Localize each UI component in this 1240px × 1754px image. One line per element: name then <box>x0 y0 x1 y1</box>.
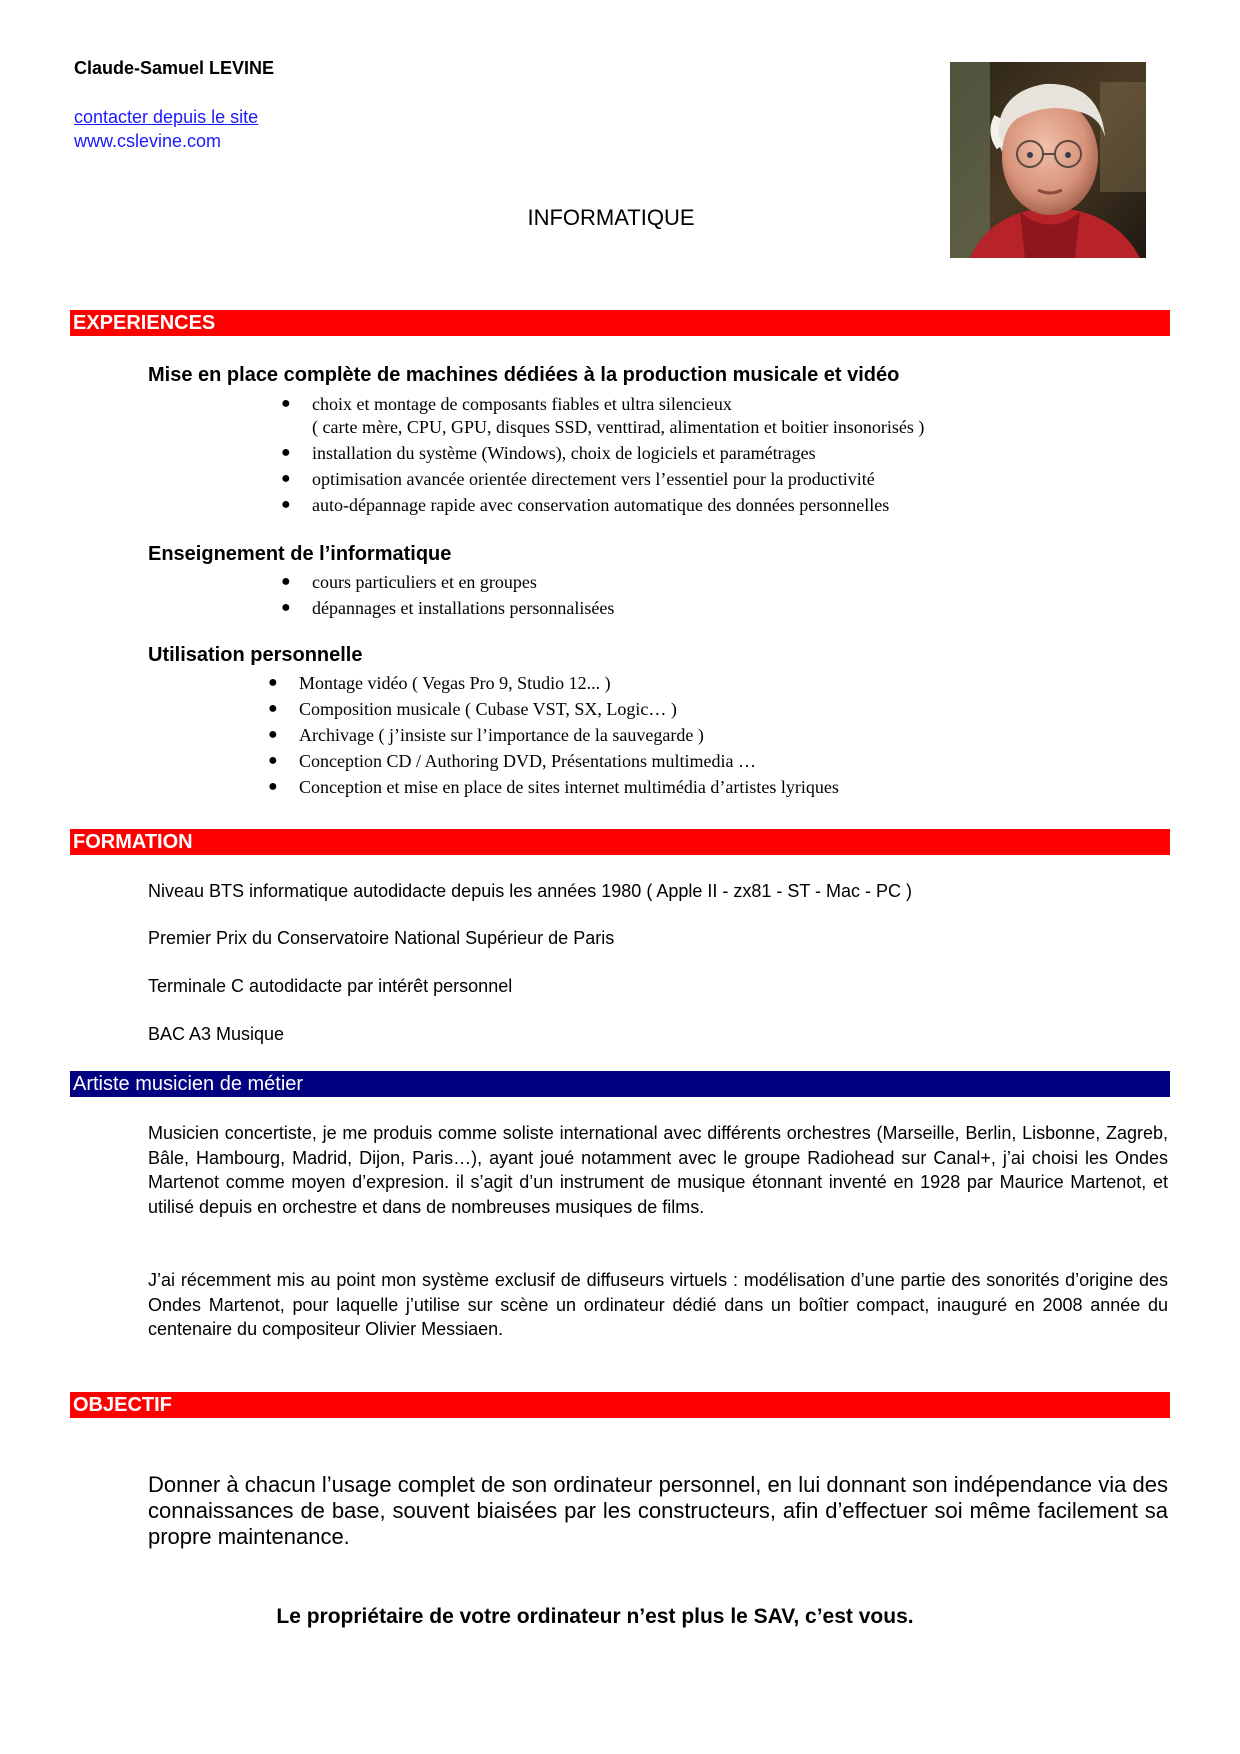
artiste-paragraph: Musicien concertiste, je me produis comme soliste international avec différents orchestres (Marseille, Berlin, Lisbonne, Zagreb, Bâle, Hambourg, Madrid, Dijon, Paris…), ayant joué notamment avec le groupe Radiohead sur Canal+, j’ai choisi les Ondes Martenot comme moyen d’expresion. il s’agit d’un instrument de musique étonnant inventé en 1928 par Maurice Martenot, et utilisé depuis en orchestre et dans de nombreuses musiques de films. <box>148 1123 1168 1217</box>
list-item: ● Conception et mise en place de sites internet multimédia d’artistes lyriques <box>268 777 839 797</box>
list-item: ● optimisation avancée orientée directement vers l’essentiel pour la productivité <box>281 469 875 489</box>
experience-list-production <box>281 391 925 518</box>
list-item: ( carte mère, CPU, GPU, disques SSD, venttirad, alimentation et boitier insonorisés ) <box>312 417 925 437</box>
list-item: ● Composition musicale ( Cubase VST, SX, Logic… ) <box>268 699 677 719</box>
contact-link[interactable]: contacter depuis le site <box>74 107 259 127</box>
experience-heading-teaching: Enseignement de l’informatique <box>148 543 452 565</box>
section-header-formation: FORMATION <box>70 829 1170 855</box>
artiste-paragraph: J’ai récemment mis au point mon système exclusif de diffuseurs virtuels : modélisation d’une partie des sonorités d’origine des Ondes Martenot, pour laquelle j’utilise sur scène un ordinateur dédié dans un boîtier compact, inauguré en 2008 année du centenaire du compositeur Olivier Messiaen. <box>148 1270 1168 1339</box>
slogan: Le propriétaire de votre ordinateur n’est plus le SAV, c’est vous. <box>276 1605 914 1628</box>
list-item: ● auto-dépannage rapide avec conservation automatique des données personnelles <box>281 495 890 515</box>
list-item: ● Archivage ( j’insiste sur l’importance de la sauvegarde ) <box>268 725 704 745</box>
experience-list-teaching <box>281 569 615 621</box>
formation-line: BAC A3 Musique <box>148 1024 285 1044</box>
formation-line: Premier Prix du Conservatoire National Supérieur de Paris <box>148 928 615 948</box>
list-item: ● Conception CD / Authoring DVD, Présentations multimedia … <box>268 751 756 771</box>
website-link[interactable]: www.cslevine.com <box>74 131 222 151</box>
section-header-artiste: Artiste musicien de métier <box>70 1071 1170 1097</box>
formation-line: Niveau BTS informatique autodidacte depuis les années 1980 ( Apple II - zx81 - ST - Mac - PC ) <box>148 881 913 901</box>
section-header-experiences: EXPERIENCES <box>70 310 1170 336</box>
formation-line: Terminale C autodidacte par intérêt personnel <box>148 976 513 996</box>
experience-heading-personal: Utilisation personnelle <box>148 644 363 666</box>
objectif-text: Donner à chacun l’usage complet de son ordinateur personnel, en lui donnant son indépendance via des connaissances de base, souvent biaisées par les constructeurs, afin d’effectuer soi même facilement sa propre maintenance. <box>148 1472 1168 1549</box>
section-header-objectif: OBJECTIF <box>70 1392 1170 1418</box>
list-item: ● dépannages et installations personnalisées <box>281 598 615 618</box>
page-title: INFORMATIQUE <box>527 205 695 230</box>
author-name: Claude-Samuel LEVINE <box>74 58 275 78</box>
list-item: ● installation du système (Windows), choix de logiciels et paramétrages <box>281 443 816 463</box>
list-item: ● choix et montage de composants fiables et ultra silencieux <box>281 394 732 414</box>
portrait-photo <box>950 62 1146 258</box>
list-item: ● cours particuliers et en groupes <box>281 572 537 592</box>
experience-heading-production: Mise en place complète de machines dédiées à la production musicale et vidéo <box>148 364 900 386</box>
experience-list-personal <box>268 670 839 800</box>
list-item: ● Montage vidéo ( Vegas Pro 9, Studio 12... ) <box>268 673 611 693</box>
